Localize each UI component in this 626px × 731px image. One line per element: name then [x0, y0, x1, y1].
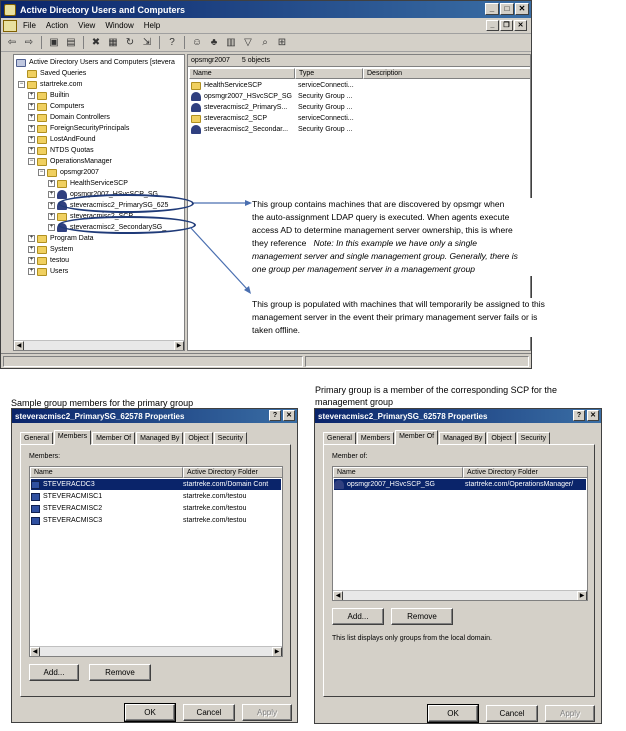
tab-managed-by[interactable]: Managed By: [136, 432, 183, 445]
up-folder-icon[interactable]: ▣: [49, 37, 59, 48]
primary-group-callout: [252, 198, 612, 276]
expand-icon[interactable]: +: [29, 103, 34, 109]
members-list[interactable]: [29, 466, 283, 657]
tree-item-label: Computers: [50, 103, 85, 110]
delete-icon[interactable]: ✖: [91, 37, 101, 48]
tree-item-label: steveracmisc2_PrimarySG_625: [70, 202, 169, 209]
tree-item-label: opsmgr2007: [60, 169, 99, 176]
group-icon: [334, 480, 344, 489]
tab-strip: [20, 431, 248, 445]
menu-view[interactable]: View: [78, 21, 96, 30]
close-button[interactable]: ✕: [587, 410, 599, 421]
new-ou-icon[interactable]: ▥: [226, 37, 236, 48]
scroll-right-arrow-icon[interactable]: ▶: [577, 591, 587, 601]
collapse-icon[interactable]: −: [39, 169, 44, 175]
list-item-type: Security Group ...: [298, 126, 353, 133]
table-row[interactable]: [334, 479, 586, 490]
secondary-group-callout: [252, 298, 622, 337]
dialog-title: steveracmisc2_PrimarySG_62578 Properties: [15, 411, 185, 421]
members-tab-panel: [20, 444, 291, 697]
remove-button[interactable]: Remove: [391, 608, 453, 625]
member-of-horizontal-scrollbar[interactable]: [333, 590, 587, 600]
menu-action[interactable]: Action: [45, 21, 69, 30]
expand-icon[interactable]: +: [49, 213, 54, 219]
child-restore-button[interactable]: ❐: [500, 20, 513, 31]
right-caption-line-1: Primary group is a member of the corresponding SCP for the: [315, 385, 557, 395]
tab-object[interactable]: Object: [184, 432, 212, 445]
list-item-name: opsmgr2007_HSvcSCP_SG: [204, 93, 292, 100]
close-button[interactable]: ✕: [515, 3, 529, 15]
expand-icon[interactable]: +: [29, 246, 34, 252]
member-of-tab-panel: [323, 444, 595, 697]
local-domain-note: This list displays only groups from the local domain.: [332, 635, 492, 642]
secondary-callout-line-3: taken offline.: [252, 325, 301, 335]
row-ad-folder: startreke.com/OperationsManager/: [465, 481, 574, 488]
tab-managed-by[interactable]: Managed By: [439, 432, 486, 445]
row-name: STEVERACMISC1: [43, 493, 103, 500]
members-properties-dialog: [11, 408, 298, 723]
tree-root-label: Active Directory Users and Computers [stevera: [29, 59, 175, 66]
expand-icon[interactable]: +: [29, 235, 34, 241]
help-icon[interactable]: ?: [169, 37, 175, 48]
primary-callout-line-1: This group contains machines that are discovered by opsmgr when: [252, 199, 505, 209]
expand-icon[interactable]: +: [29, 268, 34, 274]
column-ad-folder[interactable]: Active Directory Folder: [463, 467, 588, 478]
scroll-left-arrow-icon[interactable]: ◀: [14, 341, 24, 351]
find-icon[interactable]: ⌕: [262, 37, 268, 48]
row-name: opsmgr2007_HSvcSCP_SG: [347, 481, 435, 488]
secondary-callout-line-1: This group is populated with machines that will temporarily be assigned to this: [252, 299, 545, 309]
row-ad-folder: startreke.com/testou: [183, 517, 247, 524]
show-tree-icon[interactable]: ▤: [66, 37, 76, 48]
properties-icon[interactable]: ▦: [108, 37, 118, 48]
window-title: Active Directory Users and Computers: [20, 4, 186, 15]
add-button[interactable]: Add...: [29, 664, 79, 681]
primary-callout-line-2: the auto-assignment LDAP query is executed. When agents execute: [252, 212, 510, 222]
member-of-properties-dialog: [314, 408, 602, 724]
help-button[interactable]: ?: [269, 410, 281, 421]
row-name: STEVERACDC3: [43, 481, 95, 488]
tab-security[interactable]: Security: [517, 432, 550, 445]
expand-icon[interactable]: +: [29, 147, 34, 153]
minimize-button[interactable]: _: [485, 3, 499, 15]
table-row[interactable]: [31, 479, 281, 490]
tree-item-label: Users: [50, 268, 69, 275]
expand-icon[interactable]: +: [49, 202, 54, 208]
list-item-type: serviceConnecti...: [298, 115, 354, 122]
tree-item-label: ForeignSecurityPrincipals: [50, 125, 130, 132]
row-name: STEVERACMISC3: [43, 517, 103, 524]
expand-icon[interactable]: +: [49, 180, 54, 186]
tree-item-label: startreke.com: [40, 81, 83, 88]
cancel-button[interactable]: Cancel: [183, 704, 235, 721]
column-name[interactable]: Name: [30, 467, 183, 478]
table-row[interactable]: [31, 503, 281, 514]
list-item-name: steveracmisc2_PrimaryS...: [204, 104, 288, 111]
collapse-icon[interactable]: −: [19, 81, 24, 87]
tree-item-label: Program Data: [50, 235, 94, 242]
ok-button[interactable]: OK: [428, 705, 478, 722]
right-caption-line-2: management group: [315, 397, 394, 407]
collapse-icon[interactable]: −: [29, 158, 34, 164]
new-group-icon[interactable]: ♣: [210, 37, 218, 48]
expand-icon[interactable]: +: [29, 92, 34, 98]
back-icon[interactable]: ⇦: [7, 37, 17, 48]
column-name[interactable]: Name: [333, 467, 463, 478]
tab-members[interactable]: Members: [54, 430, 91, 445]
table-row[interactable]: [31, 491, 281, 502]
members-horizontal-scrollbar[interactable]: [30, 646, 282, 656]
computer-icon: [31, 481, 40, 489]
tree-item-label: steveracmisc2_SecondarySG_: [70, 224, 167, 231]
expand-icon[interactable]: +: [29, 125, 34, 131]
primary-callout-note-line-2: management server and single management group. Generally, there is: [252, 251, 518, 261]
cancel-button[interactable]: Cancel: [486, 705, 538, 722]
column-description[interactable]: Description: [363, 68, 531, 79]
refresh-icon[interactable]: ↻: [125, 37, 135, 48]
primary-callout-line-4: they reference: [252, 238, 307, 248]
member-of-label: Member of:: [332, 453, 368, 460]
members-label: Members:: [29, 453, 61, 460]
list-item-type: Security Group ...: [298, 104, 353, 111]
scroll-right-arrow-icon[interactable]: ▶: [272, 647, 282, 657]
menu-window[interactable]: Window: [105, 21, 134, 30]
tree-item-label: Builtin: [50, 92, 70, 99]
export-icon[interactable]: ⇲: [142, 37, 152, 48]
menu-help[interactable]: Help: [143, 21, 161, 30]
new-user-icon[interactable]: ☺: [191, 37, 203, 48]
scroll-left-arrow-icon[interactable]: ◀: [333, 591, 343, 601]
tree-item-label: HealthServiceSCP: [70, 180, 128, 187]
row-name: STEVERACMISC2: [43, 505, 103, 512]
primary-callout-note-line-3: one group per management server in a management group: [252, 264, 476, 274]
forward-icon[interactable]: ⇨: [24, 37, 34, 48]
left-caption: Sample group members for the primary group: [11, 398, 194, 408]
tree-item-label: steveracmisc2_SCP: [70, 213, 134, 220]
expand-icon[interactable]: +: [29, 136, 34, 142]
tab-security[interactable]: Security: [214, 432, 247, 445]
filter-icon[interactable]: ▽: [244, 37, 252, 48]
list-item-name: steveracmisc2_SCP: [204, 115, 268, 122]
list-item-type: serviceConnecti...: [298, 82, 354, 89]
apply-button[interactable]: Apply: [242, 704, 292, 721]
table-row[interactable]: [31, 515, 281, 526]
dialog-title: steveracmisc2_PrimarySG_62578 Properties: [318, 411, 488, 421]
row-ad-folder: startreke.com/Domain Cont: [183, 481, 269, 488]
tree-item-label: System: [50, 246, 74, 253]
row-ad-folder: startreke.com/testou: [183, 493, 247, 500]
list-item-type: Security Group ...: [298, 93, 353, 100]
computer-icon: [31, 505, 40, 513]
primary-callout-note: Note: In this example we have only a single: [313, 238, 477, 248]
secondary-callout-line-2: management server in the event their primary management server fails or is: [252, 312, 538, 322]
tab-member-of[interactable]: Member Of: [395, 430, 438, 445]
tree-item-label: NTDS Quotas: [50, 147, 94, 154]
tree-item-label: LostAndFound: [50, 136, 96, 143]
list-item-name: HealthServiceSCP: [204, 82, 262, 89]
add-to-group-icon[interactable]: ⊞: [277, 37, 287, 48]
maximize-button[interactable]: □: [500, 3, 514, 15]
tab-object[interactable]: Object: [487, 432, 515, 445]
object-count: 5 objects: [241, 57, 270, 64]
apply-button[interactable]: Apply: [545, 705, 595, 722]
add-button[interactable]: Add...: [332, 608, 384, 625]
ok-button[interactable]: OK: [125, 704, 175, 721]
expand-icon[interactable]: +: [49, 224, 54, 230]
dialog-title-bar[interactable]: [12, 409, 297, 423]
child-close-button[interactable]: ✕: [514, 20, 527, 31]
scroll-right-arrow-icon[interactable]: ▶: [174, 341, 184, 351]
tree-item-label: OperationsManager: [50, 158, 112, 165]
remove-button[interactable]: Remove: [89, 664, 151, 681]
tab-general[interactable]: General: [323, 432, 356, 445]
tab-general[interactable]: General: [20, 432, 53, 445]
column-type[interactable]: Type: [295, 68, 363, 79]
tab-strip: [323, 431, 551, 445]
scroll-left-arrow-icon[interactable]: ◀: [30, 647, 40, 657]
right-caption: [315, 384, 557, 408]
tree-item-label: Saved Queries: [40, 70, 87, 77]
column-name[interactable]: Name: [189, 68, 295, 79]
dialog-title-bar[interactable]: [315, 409, 601, 423]
primary-callout-line-3: access AD to determine management server ownership, this is where: [252, 225, 513, 235]
close-button[interactable]: ✕: [283, 410, 295, 421]
computer-icon: [31, 493, 40, 501]
member-of-list[interactable]: [332, 466, 588, 601]
expand-icon[interactable]: +: [29, 114, 34, 120]
list-item-name: steveracmisc2_Secondar...: [204, 126, 289, 133]
column-ad-folder[interactable]: Active Directory Folder: [183, 467, 283, 478]
expand-icon[interactable]: +: [29, 257, 34, 263]
tree-item-label: Domain Controllers: [50, 114, 110, 121]
tree-item-label: opsmgr2007_HSvcSCP_SG: [70, 191, 158, 198]
expand-icon[interactable]: +: [49, 191, 54, 197]
tab-member-of[interactable]: Member Of: [92, 432, 135, 445]
child-minimize-button[interactable]: _: [486, 20, 499, 31]
help-button[interactable]: ?: [573, 410, 585, 421]
current-folder: opsmgr2007: [191, 57, 230, 64]
computer-icon: [31, 517, 40, 525]
tree-item-label: testou: [50, 257, 70, 264]
menu-file[interactable]: File: [23, 21, 36, 30]
tab-members[interactable]: Members: [357, 432, 394, 445]
row-ad-folder: startreke.com/testou: [183, 505, 247, 512]
